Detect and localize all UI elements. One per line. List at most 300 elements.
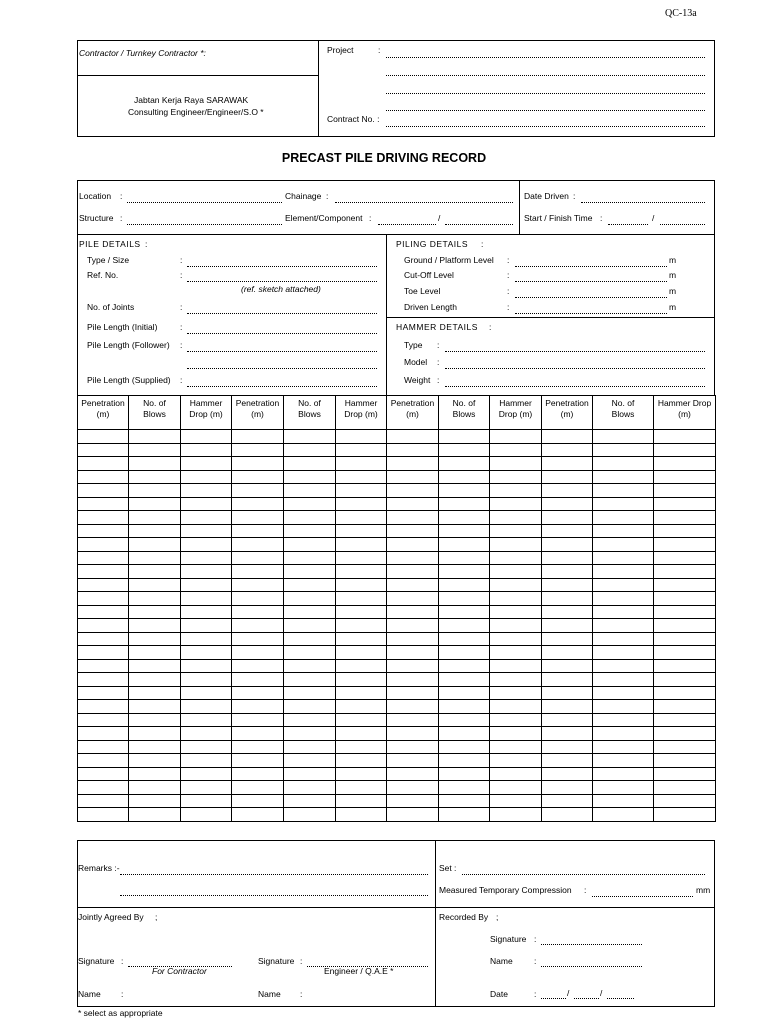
table-cell[interactable] — [129, 430, 181, 444]
table-cell[interactable] — [654, 646, 716, 660]
table-cell[interactable] — [439, 767, 490, 781]
table-cell[interactable] — [387, 470, 439, 484]
table-cell[interactable] — [78, 457, 129, 471]
table-cell[interactable] — [129, 457, 181, 471]
remarks-line-2[interactable] — [120, 895, 428, 896]
contract-line[interactable] — [386, 126, 705, 127]
table-cell[interactable] — [593, 551, 654, 565]
table-cell[interactable] — [387, 632, 439, 646]
table-cell[interactable] — [232, 430, 284, 444]
table-cell[interactable] — [542, 565, 593, 579]
table-cell[interactable] — [542, 470, 593, 484]
project-line-1[interactable] — [386, 57, 705, 58]
table-cell[interactable] — [78, 808, 129, 822]
table-cell[interactable] — [593, 686, 654, 700]
table-cell[interactable] — [232, 713, 284, 727]
table-cell[interactable] — [654, 713, 716, 727]
table-cell[interactable] — [129, 659, 181, 673]
table-cell[interactable] — [387, 713, 439, 727]
table-cell[interactable] — [654, 673, 716, 687]
hammer-model-field[interactable] — [445, 368, 705, 369]
table-cell[interactable] — [439, 592, 490, 606]
length-follower-field-1[interactable] — [187, 351, 377, 352]
table-cell[interactable] — [232, 605, 284, 619]
length-initial-field[interactable] — [187, 333, 377, 334]
table-cell[interactable] — [654, 551, 716, 565]
table-cell[interactable] — [78, 727, 129, 741]
table-cell[interactable] — [593, 497, 654, 511]
table-cell[interactable] — [232, 673, 284, 687]
table-cell[interactable] — [439, 686, 490, 700]
table-cell[interactable] — [387, 524, 439, 538]
table-cell[interactable] — [129, 740, 181, 754]
table-cell[interactable] — [284, 754, 336, 768]
table-cell[interactable] — [542, 430, 593, 444]
table-cell[interactable] — [387, 443, 439, 457]
table-cell[interactable] — [654, 565, 716, 579]
date-driven-field[interactable] — [581, 202, 705, 203]
table-cell[interactable] — [542, 524, 593, 538]
table-cell[interactable] — [542, 551, 593, 565]
table-cell[interactable] — [490, 578, 542, 592]
table-cell[interactable] — [654, 794, 716, 808]
table-cell[interactable] — [78, 605, 129, 619]
table-cell[interactable] — [439, 673, 490, 687]
table-cell[interactable] — [129, 713, 181, 727]
table-cell[interactable] — [284, 497, 336, 511]
table-cell[interactable] — [654, 470, 716, 484]
table-cell[interactable] — [490, 524, 542, 538]
table-cell[interactable] — [439, 754, 490, 768]
table-cell[interactable] — [439, 619, 490, 633]
table-cell[interactable] — [129, 673, 181, 687]
table-cell[interactable] — [181, 430, 232, 444]
table-cell[interactable] — [336, 497, 387, 511]
table-cell[interactable] — [336, 808, 387, 822]
table-cell[interactable] — [232, 538, 284, 552]
table-cell[interactable] — [232, 686, 284, 700]
table-cell[interactable] — [387, 794, 439, 808]
table-cell[interactable] — [336, 443, 387, 457]
table-cell[interactable] — [129, 686, 181, 700]
table-cell[interactable] — [490, 457, 542, 471]
table-cell[interactable] — [654, 686, 716, 700]
table-cell[interactable] — [232, 551, 284, 565]
table-cell[interactable] — [593, 781, 654, 795]
table-cell[interactable] — [490, 443, 542, 457]
table-cell[interactable] — [387, 808, 439, 822]
table-cell[interactable] — [593, 632, 654, 646]
table-cell[interactable] — [232, 767, 284, 781]
table-cell[interactable] — [654, 767, 716, 781]
table-cell[interactable] — [129, 767, 181, 781]
table-cell[interactable] — [490, 538, 542, 552]
table-cell[interactable] — [284, 443, 336, 457]
table-cell[interactable] — [387, 497, 439, 511]
table-cell[interactable] — [129, 646, 181, 660]
table-cell[interactable] — [593, 794, 654, 808]
table-cell[interactable] — [232, 619, 284, 633]
table-cell[interactable] — [593, 754, 654, 768]
table-cell[interactable] — [78, 511, 129, 525]
table-cell[interactable] — [232, 484, 284, 498]
ref-no-field[interactable] — [187, 281, 377, 282]
table-cell[interactable] — [78, 619, 129, 633]
table-cell[interactable] — [181, 470, 232, 484]
table-cell[interactable] — [654, 524, 716, 538]
table-cell[interactable] — [129, 524, 181, 538]
table-cell[interactable] — [181, 673, 232, 687]
table-cell[interactable] — [181, 659, 232, 673]
table-cell[interactable] — [181, 443, 232, 457]
table-cell[interactable] — [232, 659, 284, 673]
table-cell[interactable] — [129, 700, 181, 714]
date-year-field[interactable] — [607, 998, 634, 999]
table-cell[interactable] — [490, 727, 542, 741]
table-cell[interactable] — [284, 632, 336, 646]
table-cell[interactable] — [542, 632, 593, 646]
table-cell[interactable] — [654, 457, 716, 471]
table-cell[interactable] — [284, 592, 336, 606]
table-cell[interactable] — [490, 430, 542, 444]
table-cell[interactable] — [654, 808, 716, 822]
table-cell[interactable] — [181, 754, 232, 768]
element-field-2[interactable] — [445, 224, 513, 225]
table-cell[interactable] — [181, 551, 232, 565]
table-cell[interactable] — [542, 443, 593, 457]
table-cell[interactable] — [490, 619, 542, 633]
table-cell[interactable] — [78, 484, 129, 498]
table-cell[interactable] — [654, 511, 716, 525]
table-cell[interactable] — [78, 443, 129, 457]
table-cell[interactable] — [387, 673, 439, 687]
table-cell[interactable] — [439, 443, 490, 457]
table-cell[interactable] — [542, 700, 593, 714]
table-cell[interactable] — [181, 457, 232, 471]
table-cell[interactable] — [387, 754, 439, 768]
table-cell[interactable] — [181, 808, 232, 822]
table-cell[interactable] — [593, 700, 654, 714]
table-cell[interactable] — [78, 767, 129, 781]
table-cell[interactable] — [336, 470, 387, 484]
finish-time-field[interactable] — [660, 224, 705, 225]
table-cell[interactable] — [439, 497, 490, 511]
location-field[interactable] — [127, 202, 282, 203]
table-cell[interactable] — [181, 794, 232, 808]
table-cell[interactable] — [542, 781, 593, 795]
table-cell[interactable] — [78, 659, 129, 673]
table-cell[interactable] — [284, 767, 336, 781]
table-cell[interactable] — [284, 470, 336, 484]
table-cell[interactable] — [181, 619, 232, 633]
table-cell[interactable] — [78, 740, 129, 754]
table-cell[interactable] — [129, 619, 181, 633]
table-cell[interactable] — [284, 430, 336, 444]
date-day-field[interactable] — [541, 998, 566, 999]
table-cell[interactable] — [284, 511, 336, 525]
table-cell[interactable] — [336, 767, 387, 781]
table-cell[interactable] — [78, 632, 129, 646]
table-cell[interactable] — [387, 484, 439, 498]
table-cell[interactable] — [490, 470, 542, 484]
table-cell[interactable] — [593, 565, 654, 579]
table-cell[interactable] — [387, 781, 439, 795]
table-cell[interactable] — [129, 538, 181, 552]
table-cell[interactable] — [232, 740, 284, 754]
table-cell[interactable] — [387, 592, 439, 606]
table-cell[interactable] — [336, 551, 387, 565]
table-cell[interactable] — [439, 646, 490, 660]
table-cell[interactable] — [336, 659, 387, 673]
table-cell[interactable] — [654, 538, 716, 552]
table-cell[interactable] — [78, 686, 129, 700]
table-cell[interactable] — [439, 430, 490, 444]
table-cell[interactable] — [284, 686, 336, 700]
table-cell[interactable] — [232, 578, 284, 592]
table-cell[interactable] — [593, 740, 654, 754]
table-cell[interactable] — [336, 484, 387, 498]
table-cell[interactable] — [129, 470, 181, 484]
table-cell[interactable] — [336, 511, 387, 525]
table-cell[interactable] — [78, 565, 129, 579]
table-cell[interactable] — [129, 727, 181, 741]
table-cell[interactable] — [654, 619, 716, 633]
table-cell[interactable] — [284, 646, 336, 660]
type-size-field[interactable] — [187, 266, 377, 267]
table-cell[interactable] — [593, 430, 654, 444]
table-cell[interactable] — [181, 538, 232, 552]
table-cell[interactable] — [232, 808, 284, 822]
table-cell[interactable] — [129, 632, 181, 646]
table-cell[interactable] — [439, 632, 490, 646]
toe-level-field[interactable] — [515, 297, 667, 298]
table-cell[interactable] — [336, 781, 387, 795]
table-cell[interactable] — [232, 794, 284, 808]
table-cell[interactable] — [387, 430, 439, 444]
table-cell[interactable] — [232, 470, 284, 484]
table-cell[interactable] — [593, 578, 654, 592]
table-cell[interactable] — [129, 578, 181, 592]
table-cell[interactable] — [387, 565, 439, 579]
table-cell[interactable] — [232, 781, 284, 795]
table-cell[interactable] — [129, 808, 181, 822]
table-cell[interactable] — [439, 457, 490, 471]
table-cell[interactable] — [181, 767, 232, 781]
table-cell[interactable] — [542, 497, 593, 511]
table-cell[interactable] — [542, 592, 593, 606]
table-cell[interactable] — [490, 673, 542, 687]
table-cell[interactable] — [78, 646, 129, 660]
ground-level-field[interactable] — [515, 266, 667, 267]
table-cell[interactable] — [490, 632, 542, 646]
table-cell[interactable] — [490, 713, 542, 727]
table-cell[interactable] — [336, 794, 387, 808]
table-cell[interactable] — [490, 794, 542, 808]
table-cell[interactable] — [78, 592, 129, 606]
table-cell[interactable] — [439, 470, 490, 484]
table-cell[interactable] — [232, 524, 284, 538]
hammer-type-field[interactable] — [445, 351, 705, 352]
table-cell[interactable] — [336, 524, 387, 538]
table-cell[interactable] — [542, 659, 593, 673]
table-cell[interactable] — [439, 524, 490, 538]
table-cell[interactable] — [387, 457, 439, 471]
table-cell[interactable] — [232, 565, 284, 579]
recorder-signature-field[interactable] — [541, 944, 642, 945]
table-cell[interactable] — [78, 578, 129, 592]
table-cell[interactable] — [593, 646, 654, 660]
set-field[interactable] — [462, 874, 705, 875]
table-cell[interactable] — [129, 794, 181, 808]
table-cell[interactable] — [78, 794, 129, 808]
table-cell[interactable] — [542, 511, 593, 525]
table-cell[interactable] — [593, 767, 654, 781]
table-cell[interactable] — [336, 605, 387, 619]
table-cell[interactable] — [654, 659, 716, 673]
table-cell[interactable] — [181, 524, 232, 538]
table-cell[interactable] — [181, 727, 232, 741]
table-cell[interactable] — [129, 443, 181, 457]
table-cell[interactable] — [232, 646, 284, 660]
table-cell[interactable] — [654, 592, 716, 606]
hammer-weight-field[interactable] — [445, 386, 705, 387]
table-cell[interactable] — [232, 754, 284, 768]
table-cell[interactable] — [181, 497, 232, 511]
table-cell[interactable] — [284, 551, 336, 565]
table-cell[interactable] — [654, 605, 716, 619]
table-cell[interactable] — [593, 659, 654, 673]
table-cell[interactable] — [387, 767, 439, 781]
table-cell[interactable] — [490, 686, 542, 700]
recorder-name-field[interactable] — [541, 966, 642, 967]
table-cell[interactable] — [284, 700, 336, 714]
table-cell[interactable] — [593, 484, 654, 498]
table-cell[interactable] — [654, 578, 716, 592]
table-cell[interactable] — [181, 632, 232, 646]
driven-length-field[interactable] — [515, 313, 667, 314]
compression-field[interactable] — [592, 896, 693, 897]
table-cell[interactable] — [129, 551, 181, 565]
table-cell[interactable] — [542, 484, 593, 498]
table-cell[interactable] — [78, 470, 129, 484]
table-cell[interactable] — [181, 578, 232, 592]
table-cell[interactable] — [336, 538, 387, 552]
table-cell[interactable] — [284, 659, 336, 673]
table-cell[interactable] — [232, 700, 284, 714]
table-cell[interactable] — [593, 470, 654, 484]
table-cell[interactable] — [232, 443, 284, 457]
joints-field[interactable] — [187, 313, 377, 314]
table-cell[interactable] — [542, 673, 593, 687]
table-cell[interactable] — [490, 754, 542, 768]
table-cell[interactable] — [284, 457, 336, 471]
table-cell[interactable] — [490, 511, 542, 525]
table-cell[interactable] — [78, 497, 129, 511]
table-cell[interactable] — [181, 713, 232, 727]
table-cell[interactable] — [284, 565, 336, 579]
table-cell[interactable] — [232, 457, 284, 471]
table-cell[interactable] — [284, 524, 336, 538]
table-cell[interactable] — [439, 538, 490, 552]
table-cell[interactable] — [542, 740, 593, 754]
table-cell[interactable] — [129, 484, 181, 498]
structure-field[interactable] — [127, 224, 282, 225]
length-follower-field-2[interactable] — [187, 368, 377, 369]
table-cell[interactable] — [654, 443, 716, 457]
table-cell[interactable] — [490, 646, 542, 660]
table-cell[interactable] — [336, 713, 387, 727]
table-cell[interactable] — [654, 497, 716, 511]
date-month-field[interactable] — [574, 998, 599, 999]
table-cell[interactable] — [129, 754, 181, 768]
table-cell[interactable] — [542, 619, 593, 633]
table-cell[interactable] — [542, 767, 593, 781]
table-cell[interactable] — [336, 646, 387, 660]
table-cell[interactable] — [336, 740, 387, 754]
table-cell[interactable] — [490, 565, 542, 579]
table-cell[interactable] — [78, 538, 129, 552]
table-cell[interactable] — [593, 511, 654, 525]
table-cell[interactable] — [439, 484, 490, 498]
table-cell[interactable] — [542, 808, 593, 822]
table-cell[interactable] — [490, 700, 542, 714]
table-cell[interactable] — [593, 673, 654, 687]
table-cell[interactable] — [593, 727, 654, 741]
table-cell[interactable] — [387, 700, 439, 714]
table-cell[interactable] — [490, 497, 542, 511]
table-cell[interactable] — [181, 646, 232, 660]
table-cell[interactable] — [181, 740, 232, 754]
table-cell[interactable] — [284, 794, 336, 808]
table-cell[interactable] — [387, 511, 439, 525]
table-cell[interactable] — [181, 700, 232, 714]
table-cell[interactable] — [654, 727, 716, 741]
table-cell[interactable] — [387, 646, 439, 660]
table-cell[interactable] — [387, 727, 439, 741]
table-cell[interactable] — [78, 754, 129, 768]
table-cell[interactable] — [542, 538, 593, 552]
table-cell[interactable] — [336, 700, 387, 714]
table-cell[interactable] — [181, 511, 232, 525]
table-cell[interactable] — [387, 740, 439, 754]
table-cell[interactable] — [439, 808, 490, 822]
table-cell[interactable] — [593, 457, 654, 471]
table-cell[interactable] — [78, 430, 129, 444]
project-line-2[interactable] — [386, 75, 705, 76]
table-cell[interactable] — [129, 781, 181, 795]
table-cell[interactable] — [593, 713, 654, 727]
table-cell[interactable] — [284, 605, 336, 619]
table-cell[interactable] — [387, 605, 439, 619]
table-cell[interactable] — [336, 632, 387, 646]
table-cell[interactable] — [336, 430, 387, 444]
table-cell[interactable] — [284, 484, 336, 498]
table-cell[interactable] — [336, 592, 387, 606]
table-cell[interactable] — [284, 538, 336, 552]
table-cell[interactable] — [439, 713, 490, 727]
table-cell[interactable] — [490, 605, 542, 619]
table-cell[interactable] — [284, 619, 336, 633]
table-cell[interactable] — [593, 619, 654, 633]
table-cell[interactable] — [490, 808, 542, 822]
project-line-3[interactable] — [386, 93, 705, 94]
table-cell[interactable] — [181, 781, 232, 795]
table-cell[interactable] — [490, 484, 542, 498]
table-cell[interactable] — [336, 619, 387, 633]
table-cell[interactable] — [593, 443, 654, 457]
chainage-field[interactable] — [335, 202, 513, 203]
table-cell[interactable] — [78, 673, 129, 687]
